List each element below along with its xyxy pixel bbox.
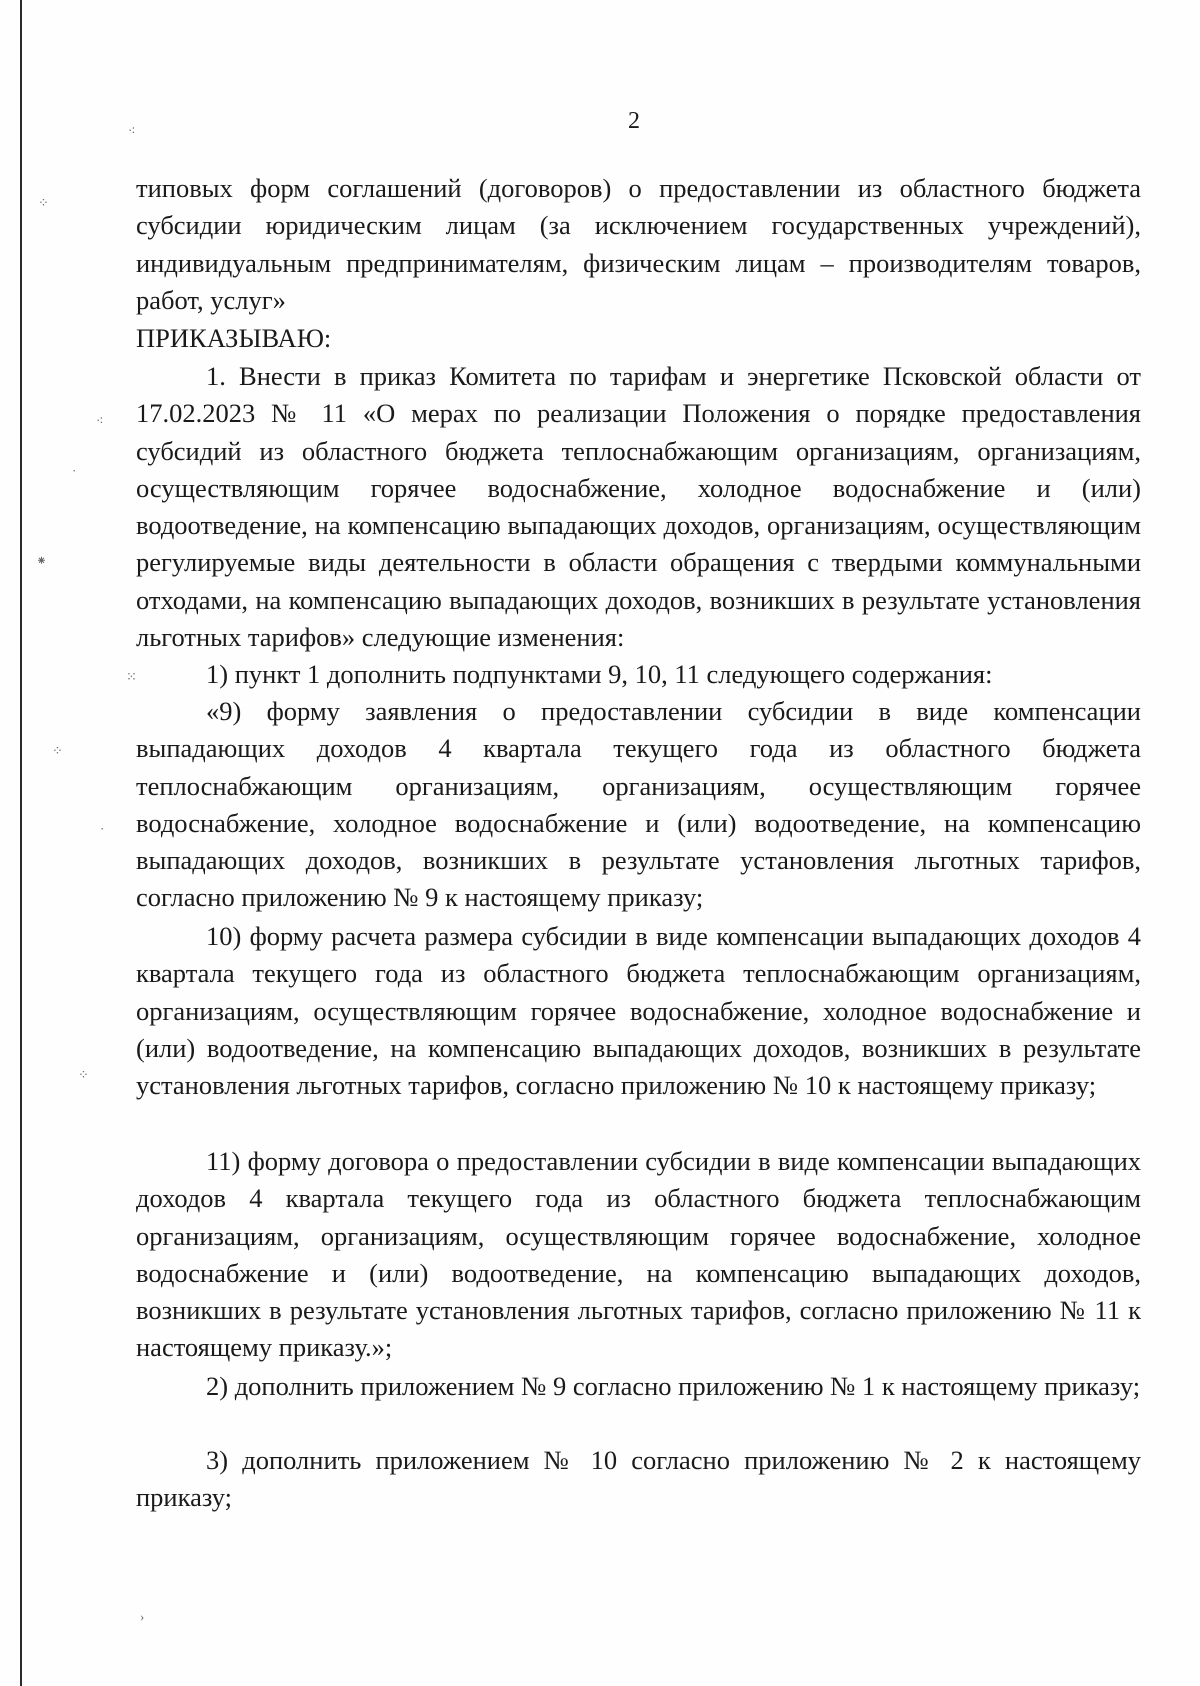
order-heading: ПРИКАЗЫВАЮ:: [136, 323, 332, 353]
paragraph-2-text: 2) дополнить приложением № 9 согласно приложению № 1 к настоящему приказу;: [206, 1371, 1141, 1401]
paragraph-1-1-text: 1) пункт 1 дополнить подпунктами 9, 10, 11 следующего содержания:: [206, 659, 993, 689]
intro-text: типовых форм соглашений (договоров) о предоставлении из областного бюджета субсидии юридическим лицам (за исключением государственных учреждений), индивидуальным предпринимателям, физическим лицам – производителям товаров, работ, услуг»: [136, 173, 1141, 315]
subparagraph-9: [136, 693, 1141, 917]
subparagraph-10-text: 10) форму расчета размера субсидии в виде компенсации выпадающих доходов 4 квартала текущего года из областного бюджета теплоснабжающим организациям, организациям, осуществляющим горячее водоснабжение, холодное водоснабжение и (или) водоотведение, на компенсацию выпадающих доходов, возникших в результате установления льготных тарифов, согласно приложению № 10 к настоящему приказу;: [136, 921, 1141, 1101]
subparagraph-10: [136, 918, 1141, 1104]
subparagraph-11: [136, 1143, 1141, 1367]
scan-speck: ⁘: [78, 1067, 89, 1082]
subparagraph-11-text: 11) форму договора о предоставлении субсидии в виде компенсации выпадающих доходов 4 квартала текущего года из областного бюджета теплоснабжающим организациям, организациям, осуществляющим горячее водоснабжение, холодное водоснабжение и (или) водоотведение, на компенсацию выпадающих доходов, возникших в результате установления льготных тарифов, согласно приложению № 11 к настоящему приказу.»;: [136, 1146, 1141, 1363]
scan-speck: ⁖: [96, 413, 104, 428]
scan-speck: ⁖: [128, 123, 136, 138]
scan-speck: ⁘: [52, 743, 63, 758]
page-number: 2: [628, 108, 640, 134]
scan-speck: ⁕: [36, 553, 47, 568]
scan-speck: ⁙: [126, 669, 137, 684]
subparagraph-9-text: «9) форму заявления о предоставлении субсидии в виде компенсации выпадающих доходов 4 квартала текущего года из областного бюджета теплоснабжающим организациям, организациям, осуществляющим горячее водоснабжение, холодное водоснабжение и (или) водоотведение, на компенсацию выпадающих доходов, возникших в результате установления льготных тарифов, согласно приложению № 9 к настоящему приказу;: [136, 696, 1141, 913]
page-left-border: [20, 0, 22, 1686]
paragraph-3: [136, 1442, 1141, 1517]
scan-speck: ·: [100, 821, 105, 836]
scan-speck: ⁘: [38, 195, 49, 210]
intro-paragraph: [136, 170, 1141, 319]
paragraph-1-1: [136, 656, 1141, 693]
paragraph-2: [136, 1368, 1141, 1405]
paragraph-1: [136, 358, 1141, 656]
scan-speck: ·: [72, 463, 77, 478]
paragraph-3-text: 3) дополнить приложением № 10 согласно приложению № 2 к настоящему приказу;: [136, 1445, 1141, 1513]
scan-speck: ›: [140, 1609, 145, 1624]
paragraph-1-text: 1. Внести в приказ Комитета по тарифам и энергетике Псковской области от 17.02.2023 № 11 «О мерах по реализации Положения о порядке предоставления субсидий из областного бюджета теплоснабжающим организациям, организациям, осуществляющим горячее водоснабжение, холодное водоснабжение и (или) водоотведение, на компенсацию выпадающих доходов, организациям, осуществляющим регулируемые виды деятельности в области обращения с твердыми коммунальными отходами, на компенсацию выпадающих доходов, возникших в результате установления льготных тарифов» следующие изменения:: [136, 361, 1141, 653]
